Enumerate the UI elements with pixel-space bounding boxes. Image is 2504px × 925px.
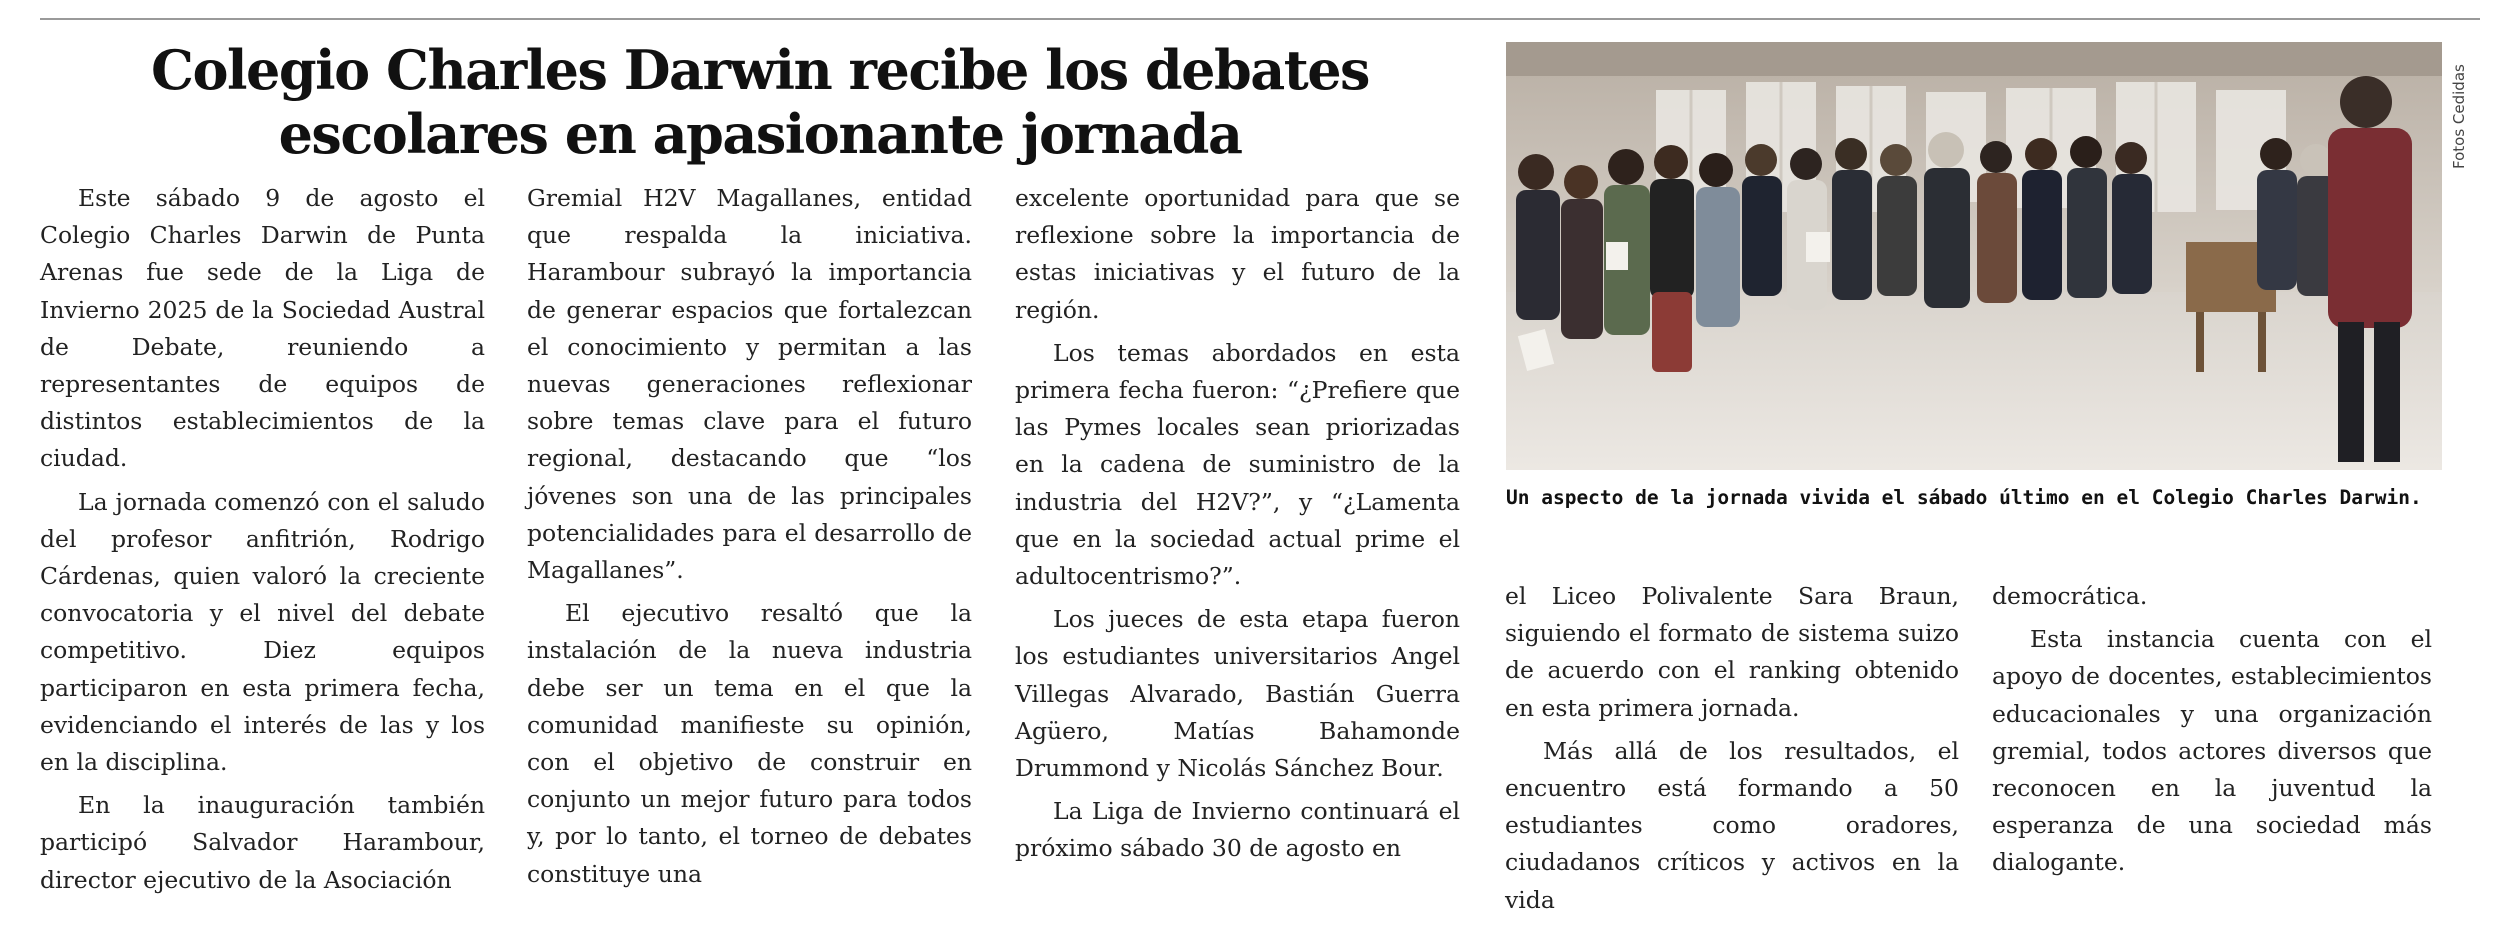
event-photo-illustration bbox=[1506, 42, 2442, 470]
paragraph: el Liceo Polivalente Sara Braun, siguiendo el formato de sistema suizo de acuerdo con el ranking obtenido en esta primera jornada. bbox=[1505, 582, 1959, 722]
paragraph: Más allá de los resultados, el encuentro está formando a 50 estudiantes como oradores, ciudadanos críticos y activos en la vida bbox=[1505, 736, 1959, 914]
paragraph: En la inauguración también participó Salvador Harambour, director ejecutivo de la Asociación bbox=[40, 791, 485, 894]
article-column-2 bbox=[527, 180, 972, 899]
photo-caption: Un aspecto de la jornada vivida el sábado último en el Colegio Charles Darwin. bbox=[1506, 486, 2422, 509]
headline-line-2: escolares en apasionante jornada bbox=[278, 102, 1242, 166]
article-column-5 bbox=[1992, 578, 2432, 888]
paragraph: El ejecutivo resaltó que la instalación de la nueva industria debe ser un tema en el que la comunidad manifieste su opinión, con el objetivo de construir en conjunto un mejor futuro para todos y, por lo tanto, el torneo de debates constituye una bbox=[527, 599, 972, 888]
paragraph: Los temas abordados en esta primera fecha fueron: “¿Prefiere que las Pymes locales sean priorizadas en la cadena de suministro de la industria del H2V?”, y “¿Lamenta que en la sociedad actual prime el adultocentrismo?”. bbox=[1015, 338, 1460, 591]
headline-line-1: Colegio Charles Darwin recibe los debates bbox=[151, 38, 1369, 102]
paragraph: Esta instancia cuenta con el apoyo de docentes, establecimientos educacionales y una organización gremial, todos actores diversos que reconocen en la juventud la esperanza de una sociedad más dialogante. bbox=[1992, 625, 2432, 877]
paragraph: La Liga de Invierno continuará el próximo sábado 30 de agosto en bbox=[1015, 797, 1460, 863]
paragraph: Gremial H2V Magallanes, entidad que respalda la iniciativa. Harambour subrayó la importancia de generar espacios que fortalezcan el conocimiento y permitan a las nuevas generaciones reflexionar sobre temas clave para el futuro regional, destacando que “los jóvenes son una de las principales potencialidades para el desarrollo de Magallanes”. bbox=[527, 184, 972, 585]
event-photo bbox=[1506, 42, 2442, 470]
article-column-1 bbox=[40, 180, 485, 905]
paragraph: Los jueces de esta etapa fueron los estudiantes universitarios Angel Villegas Alvarado, Bastián Guerra Agüero, Matías Bahamonde Drummond y Nicolás Sánchez Bour. bbox=[1015, 605, 1460, 783]
paragraph: excelente oportunidad para que se reflexione sobre la importancia de estas iniciativas y el futuro de la región. bbox=[1015, 184, 1460, 324]
article-column-4 bbox=[1505, 578, 1959, 925]
headline bbox=[60, 38, 1460, 166]
photo-credit: Fotos Cedidas bbox=[2450, 64, 2468, 170]
paragraph: democrática. bbox=[1992, 582, 2148, 610]
top-rule bbox=[40, 18, 2480, 20]
article-column-3 bbox=[1015, 180, 1460, 874]
paragraph: La jornada comenzó con el saludo del profesor anfitrión, Rodrigo Cárdenas, quien valoró la creciente convocatoria y el nivel del debate competitivo. Diez equipos participaron en esta primera fecha, evidenciando el interés de las y los en la disciplina. bbox=[40, 487, 485, 777]
paragraph: Este sábado 9 de agosto el Colegio Charles Darwin de Punta Arenas fue sede de la Liga de Invierno 2025 de la Sociedad Austral de Debate, reuniendo a representantes de equipos de distintos establecimientos de la ciudad. bbox=[40, 184, 485, 473]
